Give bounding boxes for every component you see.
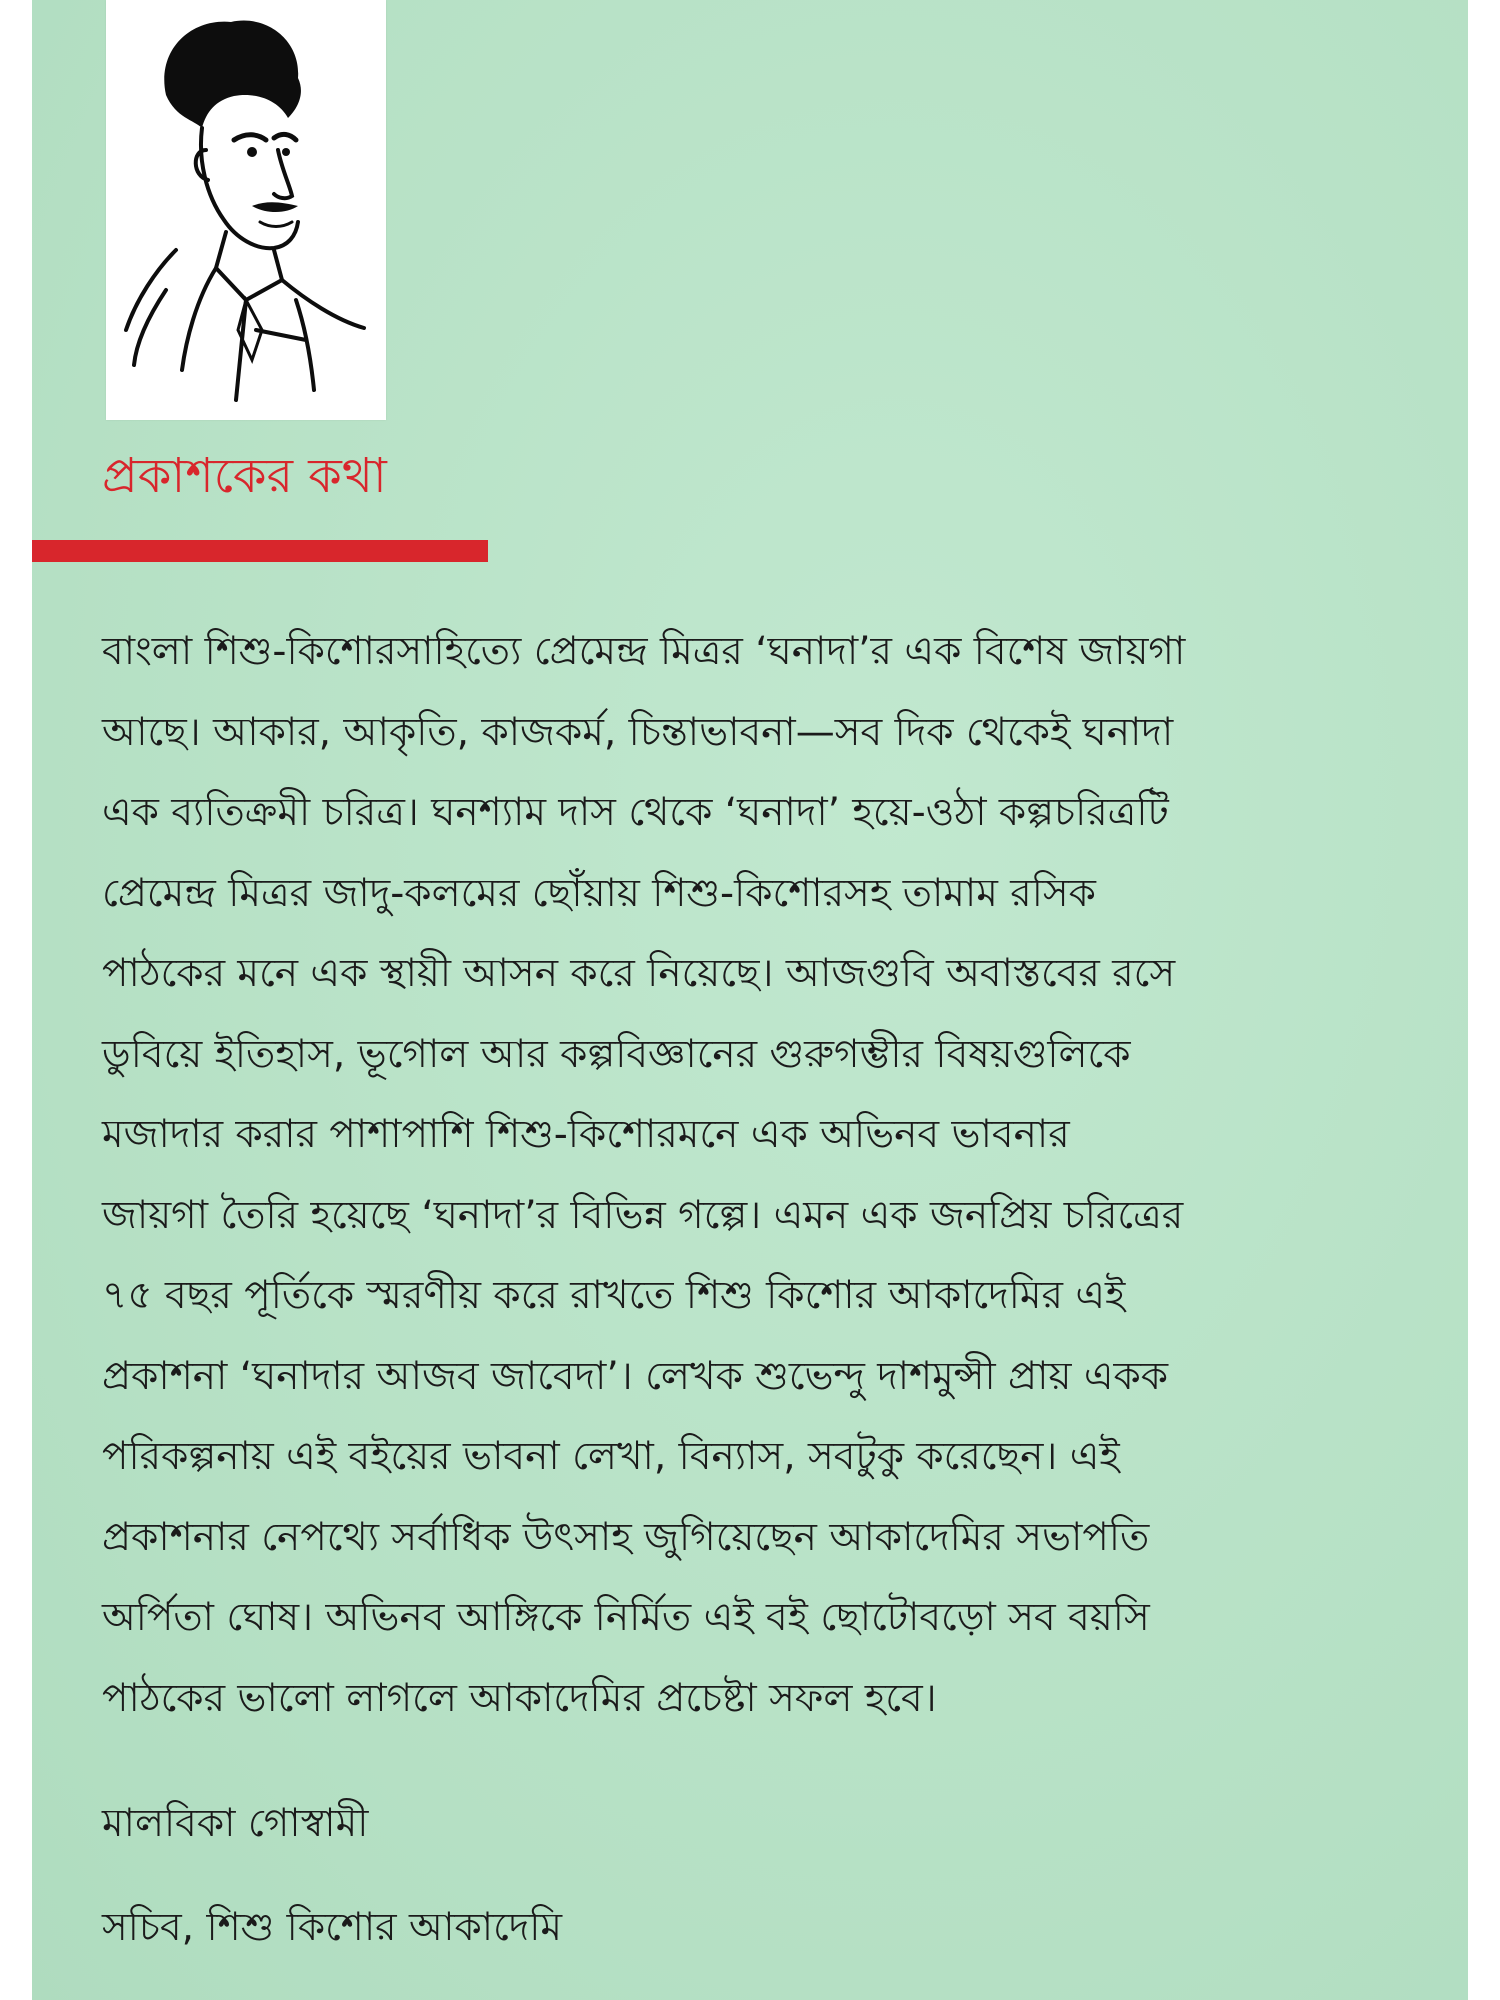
body-line: পাঠকের মনে এক স্থায়ী আসন করে নিয়েছে। আজগুবি অবাস্তবের রসে (102, 951, 1176, 996)
body-line: অর্পিতা ঘোষ। অভিনব আঙ্গিকে নির্মিত এই বই ছোটোবড়ো সব বয়সি (102, 1595, 1150, 1640)
body-line: এক ব্যতিক্রমী চরিত্র। ঘনশ্যাম দাস থেকে ‘ঘনাদা’ হয়ে-ওঠা কল্পচরিত্রটি (102, 790, 1169, 835)
body-line: আছে। আকার, আকৃতি, কাজকর্ম, চিন্তাভাবনা—সব দিক থেকেই ঘনাদা (102, 709, 1174, 755)
page-heading: প্রকাশকের কথা (102, 448, 387, 504)
body-line: মজাদার করার পাশাপাশি শিশু-কিশোরমনে এক অভিনব ভাবনার (102, 1112, 1070, 1157)
body-line: পরিকল্পনায় এই বইয়ের ভাবনা লেখা, বিন্যাস, সবটুকু করেছেন। এই (102, 1434, 1120, 1479)
body-line: পাঠকের ভালো লাগলে আকাদেমির প্রচেষ্টা সফল হবে। (102, 1675, 937, 1721)
heading-underline-bar (32, 540, 488, 562)
signature-block (102, 1772, 1402, 1980)
body-line: বাংলা শিশু-কিশোরসাহিত্যে প্রেমেন্দ্র মিত্রর ‘ঘনাদা’র এক বিশেষ জায়গা (102, 629, 1186, 674)
body-line: জায়গা তৈরি হয়েছে ‘ঘনাদা’র বিভিন্ন গল্পে। এমন এক জনপ্রিয় চরিত্রের (102, 1192, 1184, 1238)
body-text (102, 612, 1462, 1739)
author-portrait-sketch (106, 0, 386, 420)
book-page (32, 0, 1468, 2000)
signatory-designation: সচিব, শিশু কিশোর আকাদেমি (102, 1905, 563, 1950)
body-line: ৭৫ বছর পূর্তিকে স্মরণীয় করে রাখতে শিশু কিশোর আকাদেমির এই (102, 1273, 1126, 1318)
body-line: প্রেমেন্দ্র মিত্রর জাদু-কলমের ছোঁয়ায় শিশু-কিশোরসহ তামাম রসিক (102, 870, 1096, 916)
body-line: প্রকাশনার নেপথ্যে সর্বাধিক উৎসাহ জুগিয়েছেন আকাদেমির সভাপতি (102, 1514, 1150, 1560)
signatory-name: মালবিকা গোস্বামী (102, 1801, 369, 1846)
body-line: প্রকাশনা ‘ঘনাদার আজব জাবেদা’। লেখক শুভেন্দু দাশমুন্সী প্রায় একক (102, 1353, 1169, 1399)
body-line: ডুবিয়ে ইতিহাস, ভূগোল আর কল্পবিজ্ঞানের গুরুগম্ভীর বিষয়গুলিকে (102, 1031, 1131, 1077)
